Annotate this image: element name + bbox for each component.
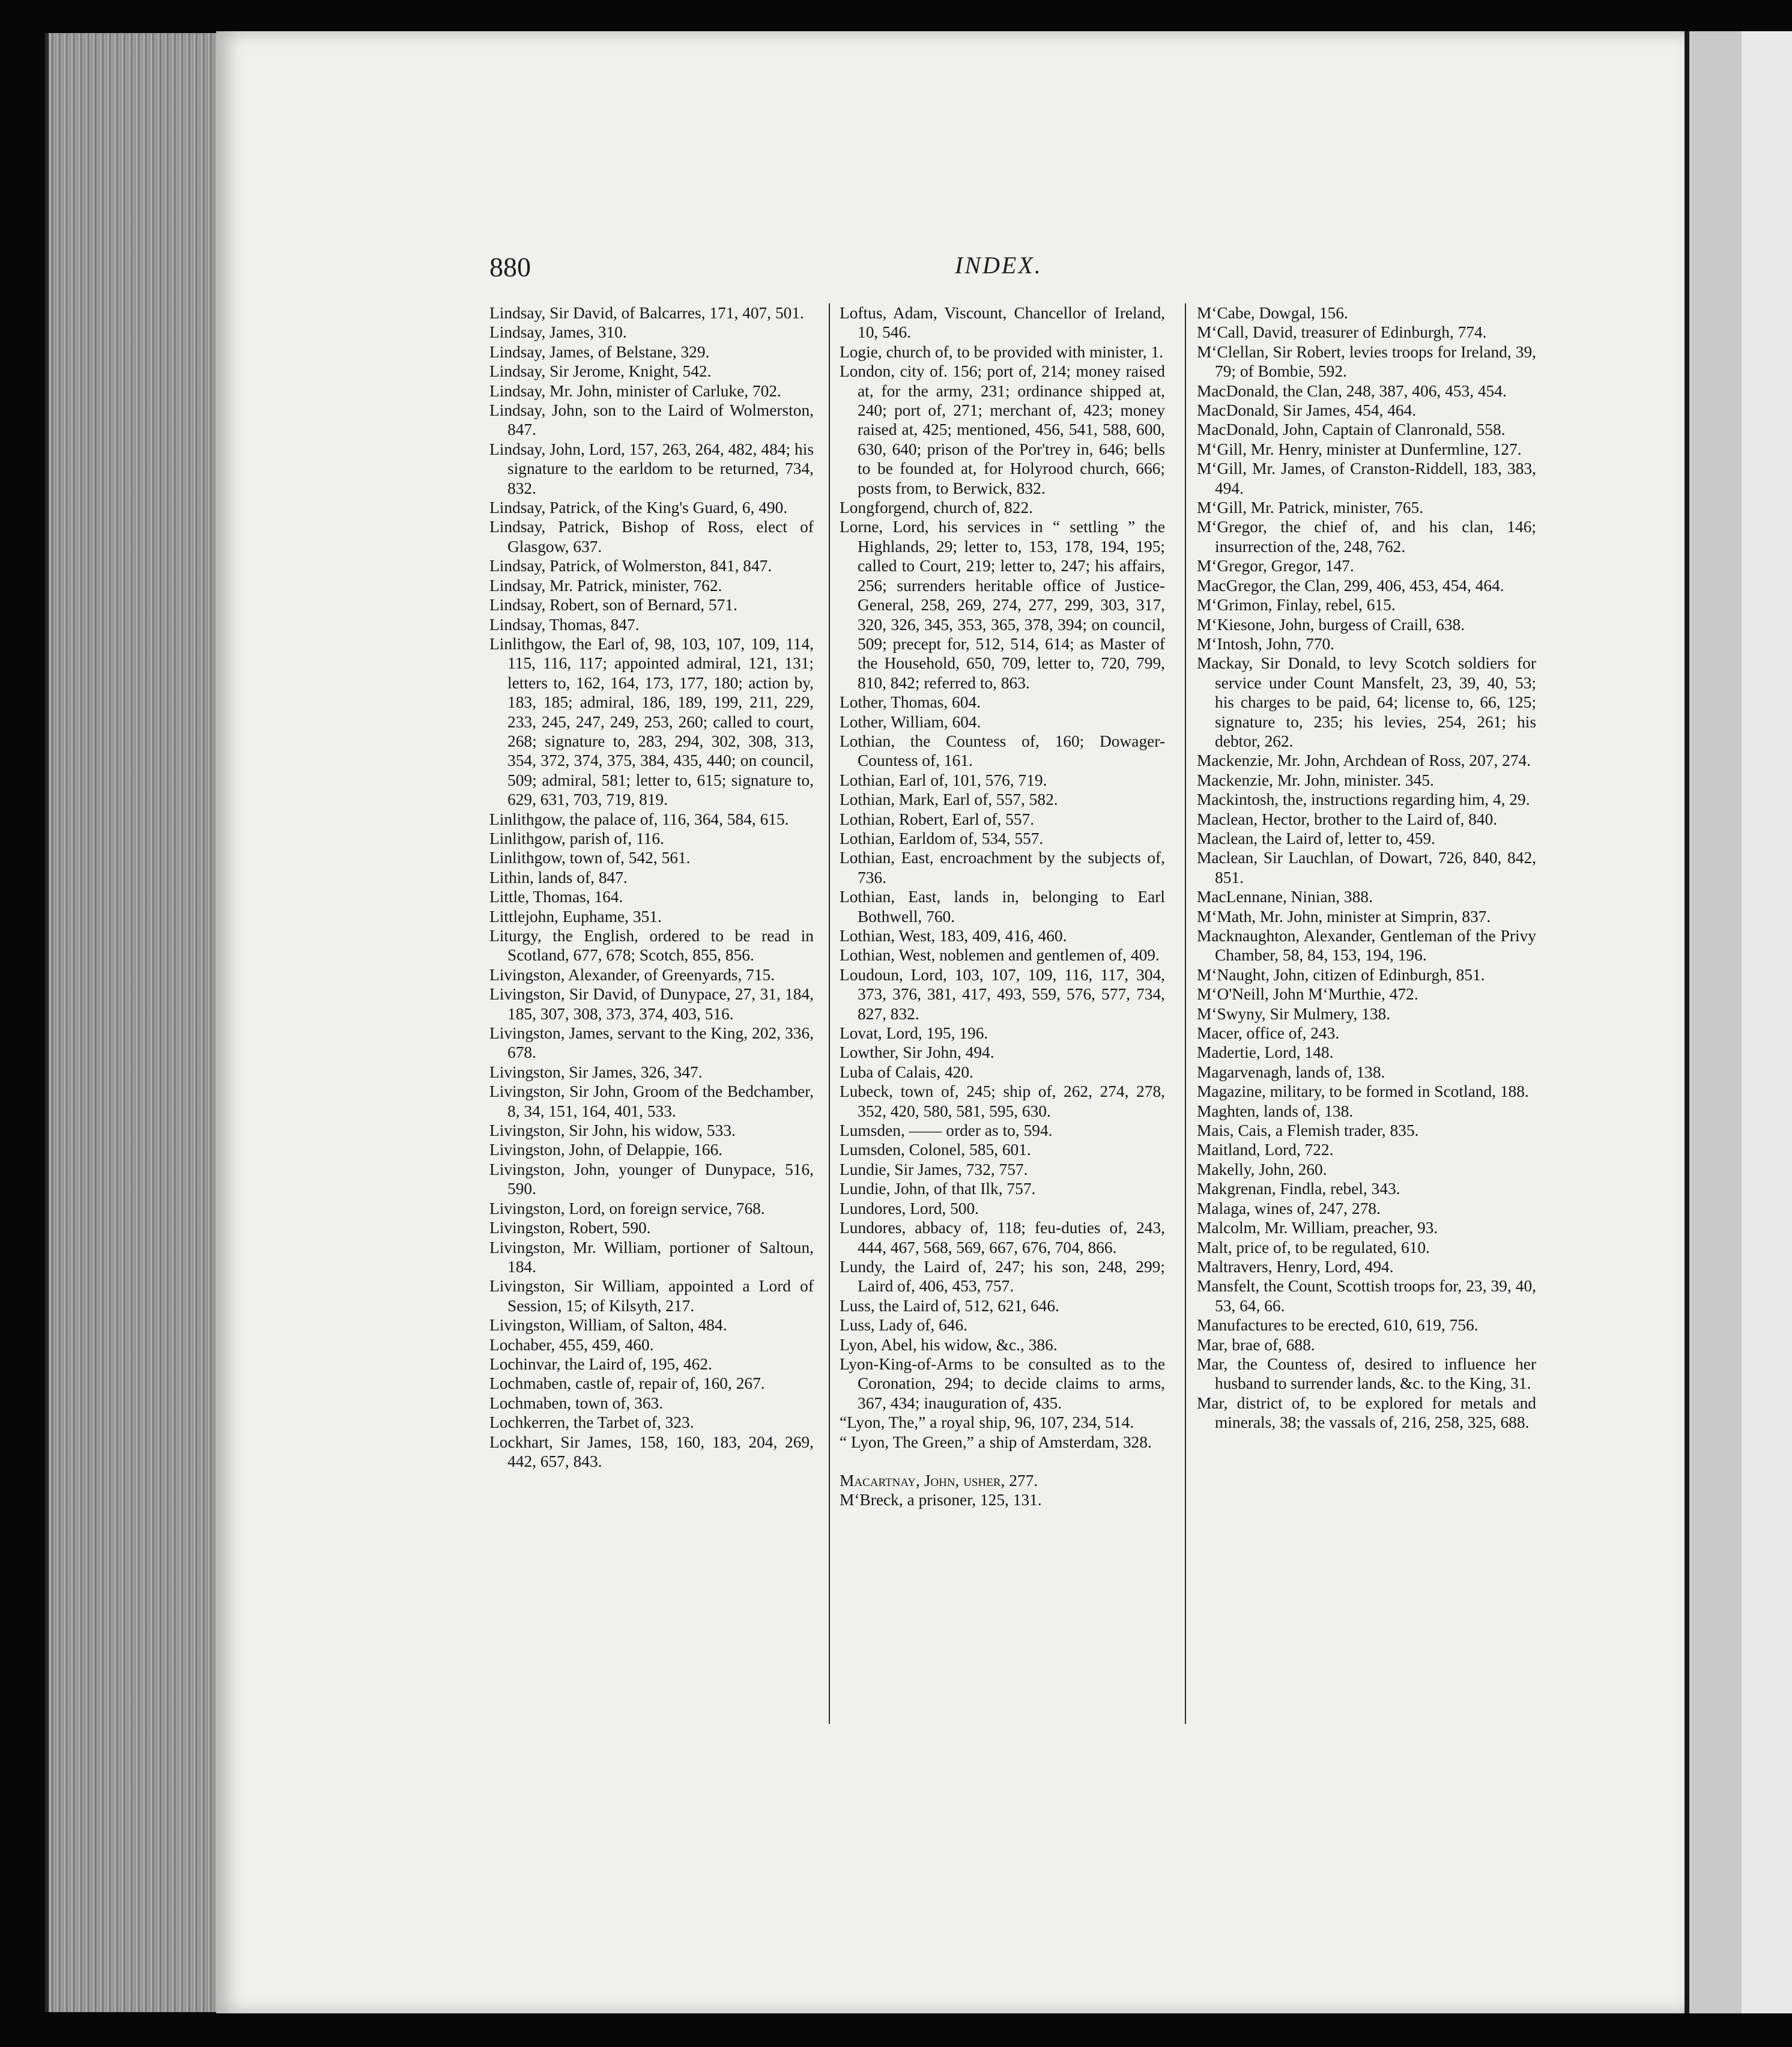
index-entry: Lithin, lands of, 847. <box>489 868 628 887</box>
running-title: INDEX. <box>955 252 1043 279</box>
index-entry: Maclean, the Laird of, letter to, 459. <box>1197 829 1436 848</box>
index-entry: Livingston, John, younger of Dunypace, 516, 590. <box>489 1160 814 1198</box>
index-entry: Lothian, the Countess of, 160; Dowager-Countess of, 161. <box>840 732 1165 770</box>
index-entry: Lochmaben, castle of, repair of, 160, 267. <box>489 1374 765 1393</box>
index-entry: Lyon-King-of-Arms to be consulted as to the Coronation, 294; to decide claims to arms, 367, 434; inauguration of, 435. <box>840 1354 1165 1412</box>
index-entry: Mackenzie, Mr. John, Archdean of Ross, 207, 274. <box>1197 751 1531 770</box>
index-entry: Mar, brae of, 688. <box>1197 1335 1315 1354</box>
index-entry: Lindsay, Sir Jerome, Knight, 542. <box>489 362 712 381</box>
index-entry: Lother, William, 604. <box>840 712 981 731</box>
column-rule <box>829 303 830 1724</box>
index-entry: MacGregor, the Clan, 299, 406, 453, 454, 464. <box>1197 576 1504 595</box>
index-entry: M‘Call, David, treasurer of Edinburgh, 774. <box>1197 323 1487 342</box>
index-entry: Lindsay, James, of Belstane, 329. <box>489 342 710 361</box>
index-entry: Mackenzie, Mr. John, minister. 345. <box>1197 771 1434 789</box>
index-entry: Lothian, West, 183, 409, 416, 460. <box>840 927 1067 945</box>
index-entry: Lochmaben, town of, 363. <box>489 1393 664 1412</box>
index-entry: Livingston, Robert, 590. <box>489 1219 651 1237</box>
index-entry: Luss, Lady of, 646. <box>840 1316 968 1335</box>
column-rule <box>1185 303 1186 1724</box>
index-entry: Lother, Thomas, 604. <box>840 693 981 712</box>
index-entry: Lindsay, Robert, son of Bernard, 571. <box>489 596 737 614</box>
index-entry: Linlithgow, the palace of, 116, 364, 584, 615. <box>489 810 789 828</box>
index-entry: Lindsay, Sir David, of Balcarres, 171, 407, 501. <box>489 304 804 322</box>
index-entry: Mais, Cais, a Flemish trader, 835. <box>1197 1121 1419 1140</box>
index-entry: Loudoun, Lord, 103, 107, 109, 116, 117, 304, 373, 376, 381, 417, 493, 559, 576, 577, 734, 827, 832. <box>840 965 1165 1023</box>
index-entry: London, city of. 156; port of, 214; money raised at, for the army, 231; ordinance shipped at, 240; port of, 271; merchant of, 423; money raised at, 425; mentioned, 456, 541, 588, 600, 630, 640; prison of the Por'trey in, 646; bells to be founded at, for Holyrood church, 666; posts from, to Berwick, 832. <box>840 362 1165 497</box>
index-entry: Lochinvar, the Laird of, 195, 462. <box>489 1354 712 1373</box>
index-entry: Madertie, Lord, 148. <box>1197 1043 1334 1062</box>
index-entry: Livingston, Lord, on foreign service, 768. <box>489 1199 765 1218</box>
index-entry: Liturgy, the English, ordered to be read in Scotland, 677, 678; Scotch, 855, 856. <box>489 927 814 965</box>
index-entry: Lyon, Abel, his widow, &c., 386. <box>840 1335 1058 1354</box>
index-entry: M‘Naught, John, citizen of Edinburgh, 851. <box>1197 965 1485 984</box>
index-entry: Livingston, James, servant to the King, 202, 336, 678. <box>489 1024 814 1062</box>
index-entry: M‘Gregor, Gregor, 147. <box>1197 557 1354 575</box>
index-entry: Malaga, wines of, 247, 278. <box>1197 1199 1381 1218</box>
index-entry: Mackintosh, the, instructions regarding him, 4, 29. <box>1197 790 1530 809</box>
index-entry: Makelly, John, 260. <box>1197 1160 1327 1178</box>
index-entry: M‘Intosh, John, 770. <box>1197 634 1335 653</box>
index-entry: Livingston, Alexander, of Greenyards, 715. <box>489 965 775 984</box>
index-entry: Maitland, Lord, 722. <box>1197 1141 1334 1159</box>
index-entry: M‘Gregor, the chief of, and his clan, 146; insurrection of the, 248, 762. <box>1197 518 1536 556</box>
index-entry: Lothian, Earl of, 101, 576, 719. <box>840 771 1047 789</box>
index-entry: M‘Clellan, Sir Robert, levies troops for Ireland, 39, 79; of Bombie, 592. <box>1197 342 1536 381</box>
index-entry: Lochaber, 455, 459, 460. <box>489 1335 654 1354</box>
index-entry: Makgrenan, Findla, rebel, 343. <box>1197 1180 1400 1198</box>
index-entry: Malcolm, Mr. William, preacher, 93. <box>1197 1219 1438 1237</box>
index-entry: Maltravers, Henry, Lord, 494. <box>1197 1257 1394 1276</box>
index-entry: Lundie, Sir James, 732, 757. <box>840 1160 1028 1178</box>
index-entry: Loftus, Adam, Viscount, Chancellor of Ireland, 10, 546. <box>840 304 1165 342</box>
page-edges <box>45 33 229 2012</box>
index-entry: Lindsay, John, son to the Laird of Wolmerston, 847. <box>489 401 814 439</box>
index-entry: Mansfelt, the Count, Scottish troops for, 23, 39, 40, 53, 64, 66. <box>1197 1277 1536 1315</box>
index-entry: Lothian, West, noblemen and gentlemen of, 409. <box>840 946 1160 965</box>
index-entry: Lovat, Lord, 195, 196. <box>840 1024 988 1043</box>
index-entry: M‘Gill, Mr. Henry, minister at Dunfermline, 127. <box>1197 440 1522 458</box>
index-entry: M‘Math, Mr. John, minister at Simprin, 837. <box>1197 907 1491 926</box>
index-entry: Livingston, Mr. William, portioner of Saltoun, 184. <box>489 1238 814 1276</box>
index-entry: Little, Thomas, 164. <box>489 888 623 906</box>
index-entry: Manufactures to be erected, 610, 619, 756. <box>1197 1316 1479 1335</box>
index-entry: Lindsay, Mr. Patrick, minister, 762. <box>489 576 722 595</box>
index-entry: Livingston, Sir John, Groom of the Bedchamber, 8, 34, 151, 164, 401, 533. <box>489 1082 814 1120</box>
index-entry: Lindsay, Patrick, of Wolmerston, 841, 847. <box>489 557 772 575</box>
index-entry: M‘Cabe, Dowgal, 156. <box>1197 304 1348 322</box>
index-entry: Magazine, military, to be formed in Scotland, 188. <box>1197 1082 1529 1101</box>
index-entry: Mar, the Countess of, desired to influence her husband to surrender lands, &c. to the King, 31. <box>1197 1354 1536 1393</box>
index-entry: Luba of Calais, 420. <box>840 1063 973 1081</box>
index-entry: Macknaughton, Alexander, Gentleman of the Privy Chamber, 58, 84, 153, 194, 196. <box>1197 927 1536 965</box>
index-entry: Littlejohn, Euphame, 351. <box>489 907 662 926</box>
index-entry: Linlithgow, town of, 542, 561. <box>489 849 691 867</box>
index-entry: Longforgend, church of, 822. <box>840 499 1034 517</box>
index-entry: Livingston, Sir James, 326, 347. <box>489 1063 703 1081</box>
index-entry: Linlithgow, the Earl of, 98, 103, 107, 109, 114, 115, 116, 117; appointed admiral, 121, 131; letters to, 162, 164, 173, 177, 180; action by, 183, 185; admiral, 186, 189, 199, 211, 229, 233, 245, 247, 249, 253, 260; called to court, 268; signature to, 283, 294, 302, 308, 313, 354, 372, 374, 375, 384, 435, 440; on council, 509; admiral, 581; letter to, 615; signature to, 629, 631, 703, 719, 819. <box>489 634 814 809</box>
index-entry: Livingston, Sir David, of Dunypace, 27, 31, 184, 185, 307, 308, 373, 374, 403, 516. <box>489 985 814 1023</box>
index-entry: Mackay, Sir Donald, to levy Scotch soldiers for service under Count Mansfelt, 23, 39, 40, 53; his charges to be paid, 64; license to, 66, 125; signature to, 235; his levies, 254, 261; his debtor, 262. <box>1197 654 1536 750</box>
index-entry: Logie, church of, to be provided with minister, 1. <box>840 342 1163 361</box>
index-entry: Lundores, abbacy of, 118; feu-duties of, 243, 444, 467, 568, 569, 667, 676, 704, 866. <box>840 1219 1165 1257</box>
index-entry: Lindsay, Patrick, of the King's Guard, 6, 490. <box>489 499 788 517</box>
index-entry: M‘Swyny, Sir Mulmery, 138. <box>1197 1004 1391 1023</box>
index-entry: Magarvenagh, lands of, 138. <box>1197 1063 1385 1081</box>
index-entry: Lochkerren, the Tarbet of, 323. <box>489 1413 694 1432</box>
index-entry: M‘Gill, Mr. Patrick, minister, 765. <box>1197 499 1424 517</box>
index-entry: Lothian, Earldom of, 534, 557. <box>840 829 1044 848</box>
index-entry: Livingston, Sir William, appointed a Lord of Session, 15; of Kilsyth, 217. <box>489 1277 814 1315</box>
index-entry: MacDonald, John, Captain of Clanronald, 558. <box>1197 420 1506 439</box>
index-entry: MacDonald, the Clan, 248, 387, 406, 453, 454. <box>1197 381 1507 400</box>
index-entry: “ Lyon, The Green,” a ship of Amsterdam, 328. <box>840 1433 1152 1451</box>
index-entry: Lindsay, James, 310. <box>489 323 627 342</box>
index-entry: Luss, the Laird of, 512, 621, 646. <box>840 1296 1059 1315</box>
index-entry: M‘O'Neill, John M‘Murthie, 472. <box>1197 985 1418 1004</box>
index-entry: Macartnay, John, usher, 277. <box>840 1471 1038 1490</box>
index-entry: Malt, price of, to be regulated, 610. <box>1197 1238 1430 1257</box>
index-entry: Mar, district of, to be explored for metals and minerals, 38; the vassals of, 216, 258, 325, 688. <box>1197 1393 1536 1432</box>
index-entry: Lothian, East, encroachment by the subjects of, 736. <box>840 849 1165 887</box>
index-entry: Livingston, William, of Salton, 484. <box>489 1316 727 1335</box>
index-entry: Lindsay, Mr. John, minister of Carluke, 702. <box>489 381 781 400</box>
page-number: 880 <box>489 252 531 282</box>
index-entry: Lumsden, —— order as to, 594. <box>840 1121 1053 1140</box>
index-column-1 <box>489 303 814 1471</box>
index-entry: Lothian, East, lands in, belonging to Earl Bothwell, 760. <box>840 888 1165 926</box>
index-entry: Lundie, John, of that Ilk, 757. <box>840 1180 1036 1198</box>
index-entry: Lorne, Lord, his services in “ settling ” the Highlands, 29; letter to, 153, 178, 194, 195; called to Court, 219; letter to, 247; his affairs, 256; surrenders heritable office of Justice-General, 258, 269, 274, 277, 299, 303, 317, 320, 326, 345, 353, 365, 378, 394; on council, 509; precept for, 512, 514, 614; as Master of the Household, 650, 709, letter to, 720, 799, 810, 842; referred to, 863. <box>840 518 1165 692</box>
index-entry: Lindsay, John, Lord, 157, 263, 264, 482, 484; his signature to the earldom to be returned, 734, 832. <box>489 440 814 497</box>
index-entry: Lindsay, Patrick, Bishop of Ross, elect of Glasgow, 637. <box>489 518 814 556</box>
index-entry: Lowther, Sir John, 494. <box>840 1043 994 1062</box>
index-entry: Lockhart, Sir James, 158, 160, 183, 204, 269, 442, 657, 843. <box>489 1433 814 1470</box>
index-entry: Lothian, Robert, Earl of, 557. <box>840 810 1035 828</box>
index-entry: “Lyon, The,” a royal ship, 96, 107, 234, 514. <box>840 1413 1134 1432</box>
facing-page-edge <box>1742 31 1792 2013</box>
index-entry: Lumsden, Colonel, 585, 601. <box>840 1141 1031 1159</box>
index-entry: Livingston, John, of Delappie, 166. <box>489 1141 722 1159</box>
index-entry: MacDonald, Sir James, 454, 464. <box>1197 401 1417 420</box>
index-column-2 <box>840 303 1165 1510</box>
index-entry: Lothian, Mark, Earl of, 557, 582. <box>840 790 1058 809</box>
book-gutter <box>1685 31 1746 2013</box>
index-entry: MacLennane, Ninian, 388. <box>1197 888 1373 906</box>
index-entry: M‘Gill, Mr. James, of Cranston-Riddell, 183, 383, 494. <box>1197 459 1536 497</box>
index-entry: Livingston, Sir John, his widow, 533. <box>489 1121 736 1140</box>
index-entry: Lundores, Lord, 500. <box>840 1199 979 1218</box>
index-entry: Maclean, Sir Lauchlan, of Dowart, 726, 840, 842, 851. <box>1197 849 1536 887</box>
index-entry: M‘Breck, a prisoner, 125, 131. <box>840 1491 1042 1509</box>
index-entry: M‘Grimon, Finlay, rebel, 615. <box>1197 596 1396 614</box>
index-entry: Lubeck, town of, 245; ship of, 262, 274, 278, 352, 420, 580, 581, 595, 630. <box>840 1082 1165 1120</box>
index-entry: Maclean, Hector, brother to the Laird of, 840. <box>1197 810 1498 828</box>
index-entry: Lundy, the Laird of, 247; his son, 248, 299; Laird of, 406, 453, 757. <box>840 1257 1165 1296</box>
index-entry: M‘Kiesone, John, burgess of Craill, 638. <box>1197 615 1465 634</box>
index-entry: Lindsay, Thomas, 847. <box>489 615 640 634</box>
index-column-3 <box>1197 303 1536 1433</box>
index-entry: Linlithgow, parish of, 116. <box>489 829 664 848</box>
index-entry: Maghten, lands of, 138. <box>1197 1102 1354 1120</box>
index-entry: Macer, office of, 243. <box>1197 1024 1340 1043</box>
